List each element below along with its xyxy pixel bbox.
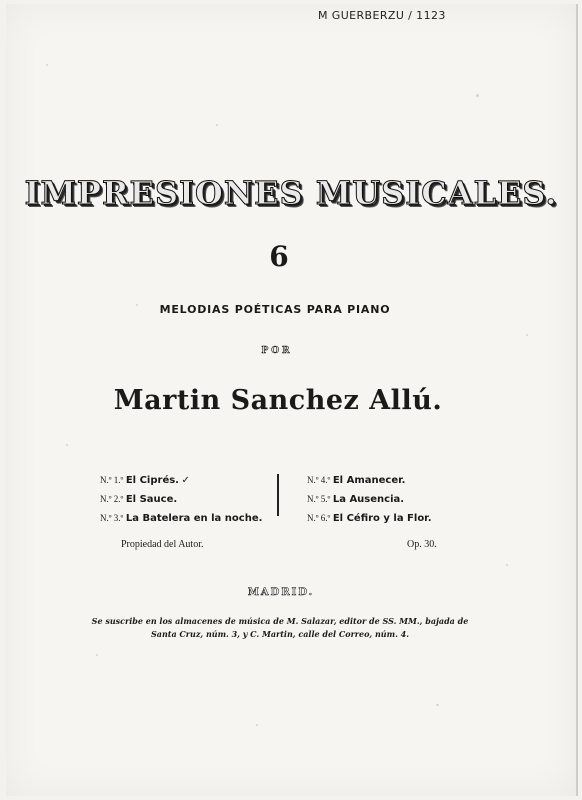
catalog-mark: M GUERBERZU / 1123 — [318, 9, 446, 22]
piece-list-left — [100, 471, 262, 528]
list-item — [307, 471, 432, 490]
publisher-imprint — [80, 615, 480, 641]
piece-number: N.º 1.º — [100, 475, 124, 485]
imprint-line: Santa Cruz, núm. 3, y C. Martin, calle del Correo, núm. 4. — [150, 629, 410, 639]
piece-name: La Batelera en la noche. — [125, 513, 263, 524]
piece-list-right — [307, 471, 432, 528]
opus-number: Op. 30. — [407, 539, 437, 550]
piece-name: El Céfiro y la Flor. — [332, 513, 432, 524]
composer-name: Martin Sanchez Allú. — [113, 385, 443, 416]
by-label: POR — [261, 346, 293, 356]
check-mark-icon: ✓ — [181, 475, 190, 486]
piece-number: N.º 2.º — [100, 494, 124, 504]
list-item — [307, 490, 432, 509]
work-title: IMPRESIONES MUSICALES. — [24, 174, 558, 212]
column-divider — [277, 474, 279, 516]
property-notice: Propiedad del Autor. — [121, 539, 204, 550]
piece-number: N.º 3.º — [100, 513, 124, 523]
publisher-city: MADRID. — [247, 587, 315, 598]
work-number: 6 — [269, 240, 289, 273]
piece-name: El Amanecer. — [332, 475, 406, 486]
piece-number: N.º 5.º — [307, 494, 331, 504]
list-item — [100, 490, 262, 509]
piece-name: El Sauce. — [125, 494, 178, 505]
imprint-line: Se suscribe en los almacenes de música de M. Salazar, editor de SS. MM., bajada de — [91, 616, 469, 626]
piece-number: N.º 4.º — [307, 475, 331, 485]
piece-name: La Ausencia. — [332, 494, 405, 505]
work-subtitle: MELODIAS POÉTICAS PARA PIANO — [159, 303, 391, 316]
list-item — [100, 471, 262, 490]
list-item — [307, 509, 432, 528]
piece-name: El Ciprés. — [125, 475, 179, 486]
piece-number: N.º 6.º — [307, 513, 331, 523]
list-item — [100, 509, 262, 528]
